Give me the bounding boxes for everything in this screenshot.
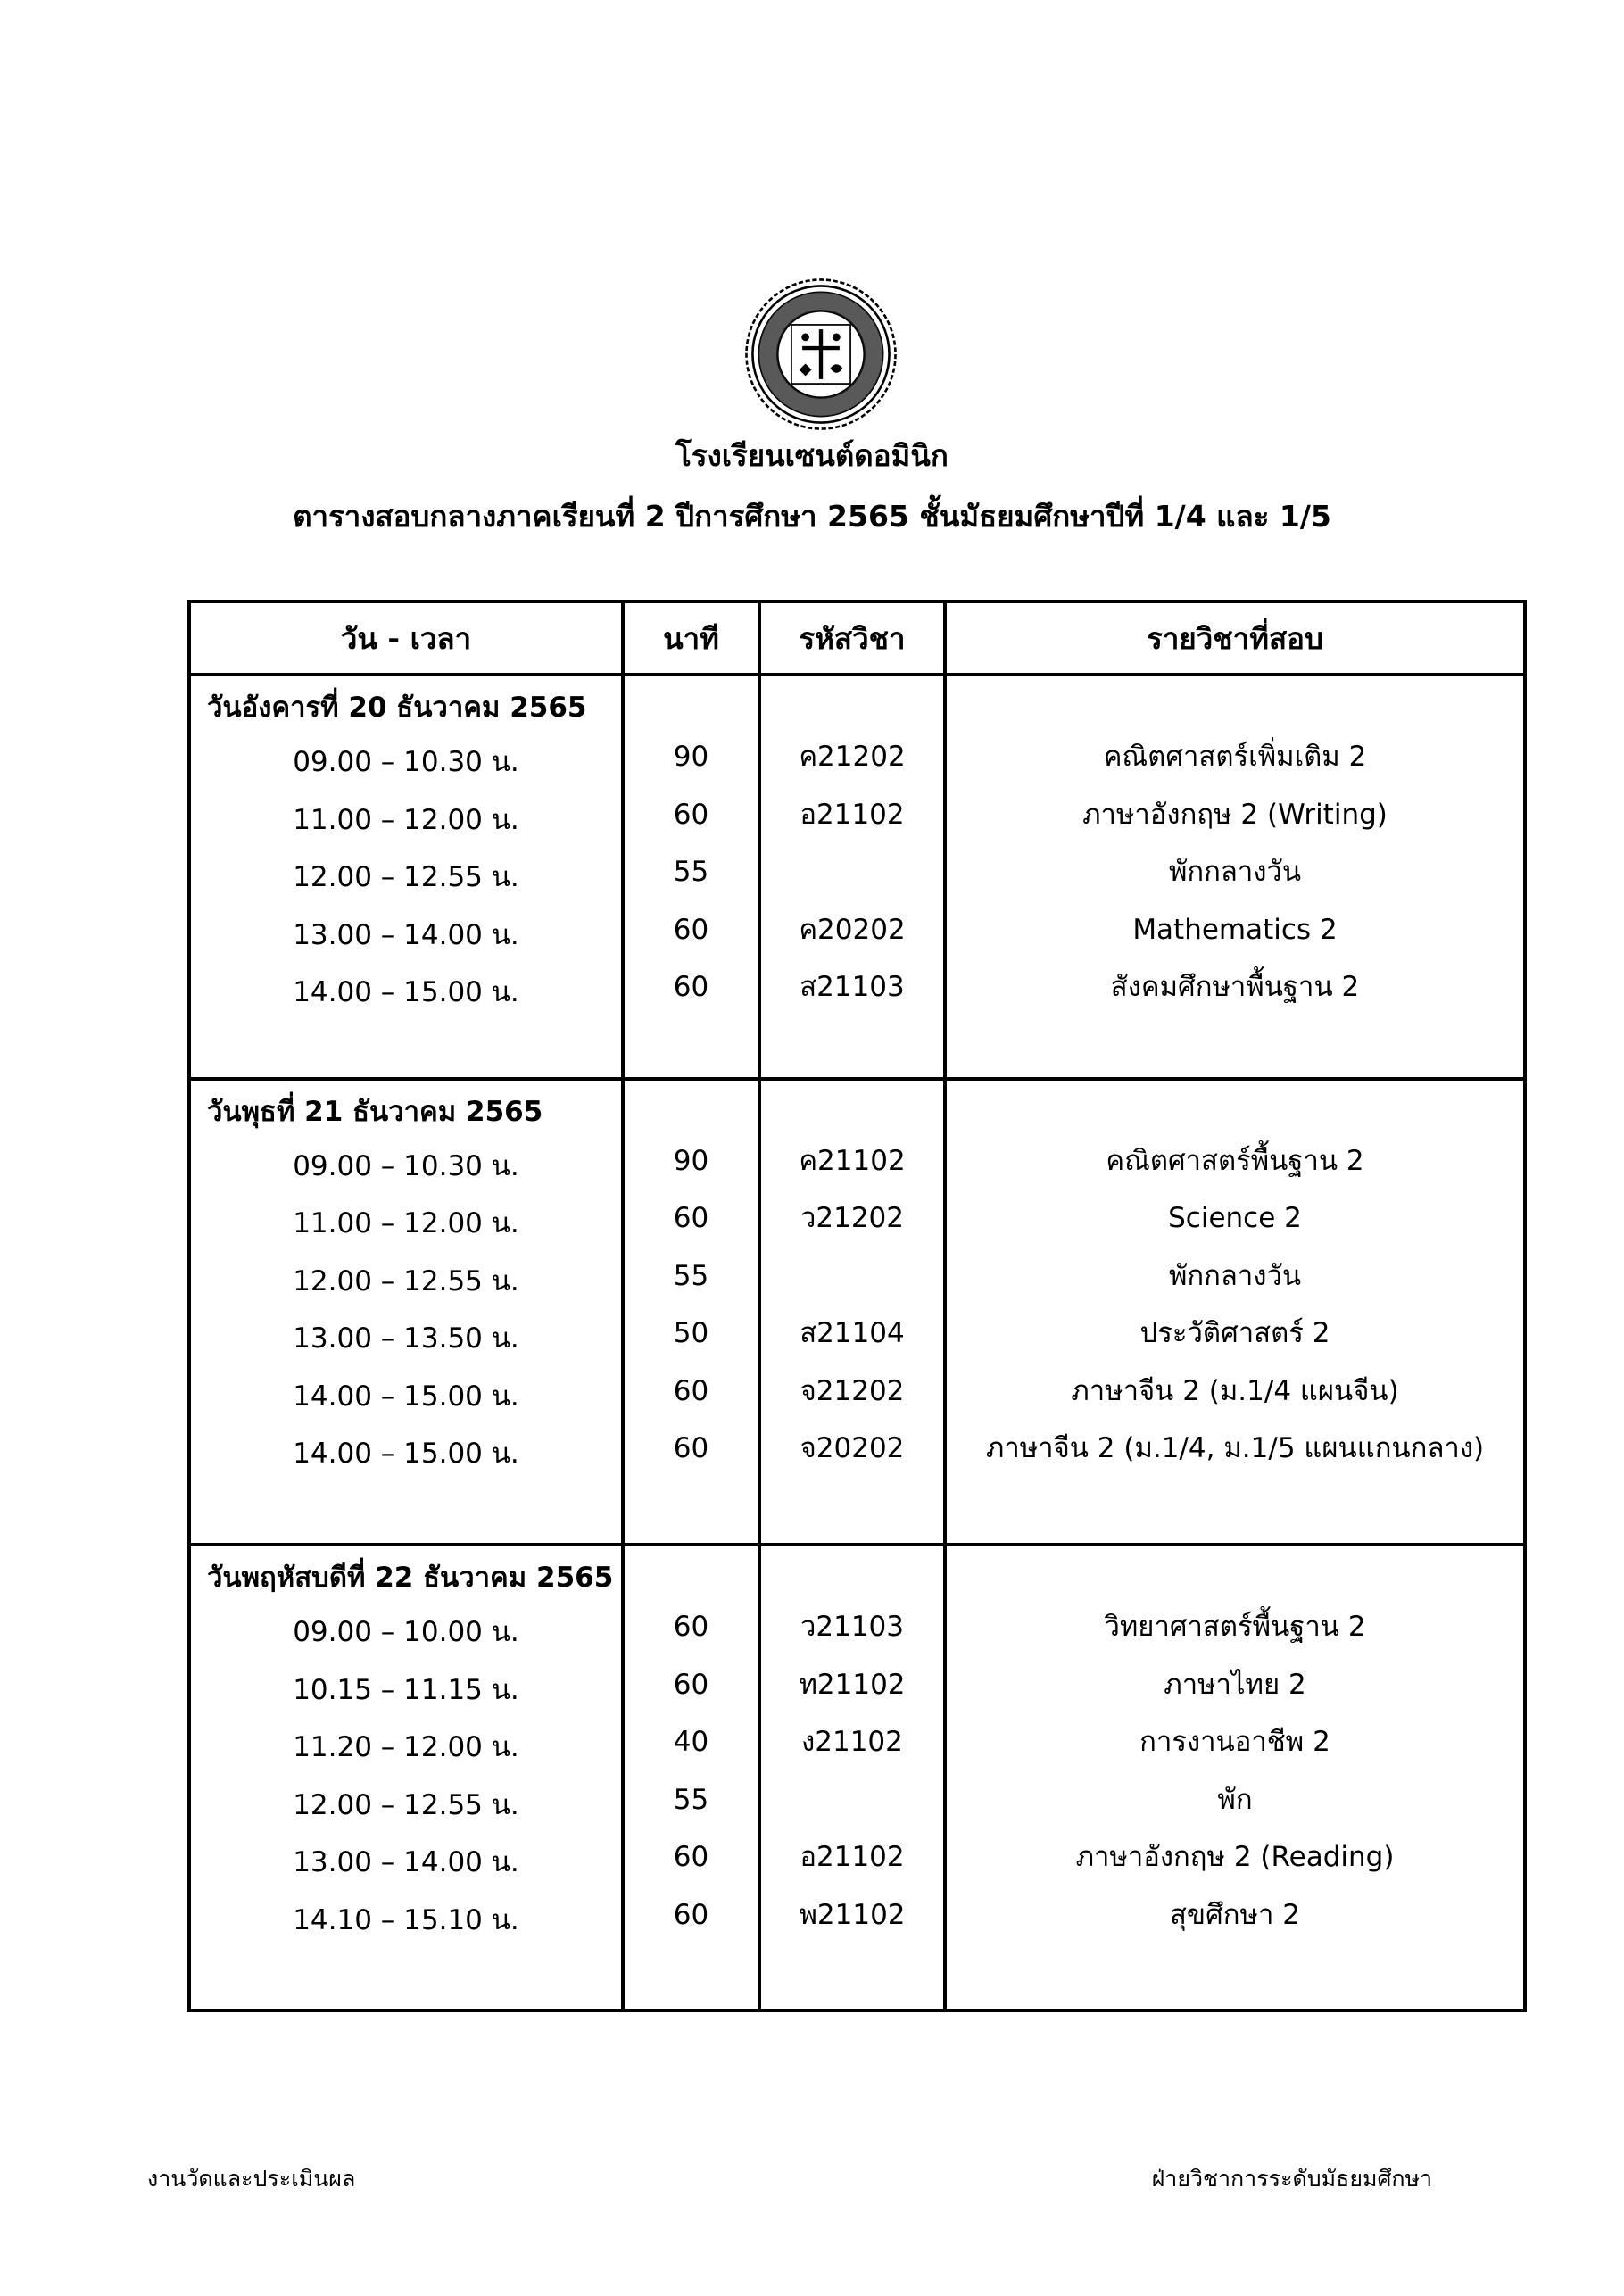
time-cell: 12.00 – 12.55 น. — [293, 1788, 519, 1821]
subject-cell: ภาษาอังกฤษ 2 (Reading) — [1075, 1841, 1395, 1874]
time-cell: 10.15 – 11.15 น. — [293, 1673, 519, 1706]
minutes-cell: 60 — [673, 1841, 709, 1874]
time-cell: 13.00 – 13.50 น. — [293, 1322, 519, 1355]
day-title: วันพุธที่ 21 ธันวาคม 2565 — [207, 1095, 543, 1128]
day-block-3 — [189, 1545, 1525, 2010]
time-column — [189, 1079, 623, 1546]
code-cell: อ21102 — [800, 1841, 905, 1874]
subject-cell: วิทยาศาสตร์พื้นฐาน 2 — [1104, 1611, 1366, 1644]
minutes-cell: 60 — [673, 1432, 709, 1465]
subject-cell: พักกลางวัน — [1168, 856, 1302, 888]
minutes-cell: 60 — [673, 1668, 709, 1701]
time-cell: 13.00 – 14.00 น. — [293, 1846, 519, 1879]
minutes-cell: 60 — [673, 1202, 709, 1235]
code-cell: ว21202 — [800, 1202, 905, 1235]
time-cell: 09.00 – 10.30 น. — [293, 1149, 519, 1182]
subject-column — [945, 1545, 1525, 2010]
code-cell: จ20202 — [800, 1432, 905, 1465]
minutes-cell: 55 — [673, 1259, 709, 1292]
subject-cell: ประวัติศาสตร์ 2 — [1139, 1317, 1330, 1350]
time-cell: 14.00 – 15.00 น. — [293, 976, 519, 1008]
time-column — [189, 675, 623, 1079]
minutes-column — [623, 1079, 759, 1546]
subject-cell: ภาษาอังกฤษ 2 (Writing) — [1082, 798, 1388, 831]
minutes-cell: 90 — [673, 741, 709, 773]
code-cell: ท21102 — [799, 1668, 906, 1701]
code-cell — [761, 1247, 943, 1305]
footer-department-right: ฝ่ายวิชาการระดับมัธยมศึกษา — [1151, 2166, 1432, 2192]
code-cell: อ21102 — [800, 798, 905, 831]
subject-cell: พัก — [1217, 1783, 1253, 1816]
subject-cell: คณิตศาสตร์เพิ่มเติม 2 — [1103, 741, 1367, 773]
code-cell — [761, 843, 943, 901]
subject-cell: ภาษาจีน 2 (ม.1/4 แผนจีน) — [1071, 1374, 1399, 1407]
time-cell: 11.00 – 12.00 น. — [293, 1207, 519, 1240]
subject-column — [945, 1079, 1525, 1546]
time-cell: 11.00 – 12.00 น. — [293, 803, 519, 836]
minutes-column — [623, 1545, 759, 2010]
subject-cell: Mathematics 2 — [1132, 913, 1338, 946]
day-title: วันอังคารที่ 20 ธันวาคม 2565 — [207, 692, 587, 724]
code-cell: ว21103 — [800, 1611, 905, 1644]
subject-cell: ภาษาไทย 2 — [1164, 1668, 1306, 1701]
day-title: วันพฤหัสบดีที่ 22 ธันวาคม 2565 — [207, 1562, 614, 1595]
code-cell: ค21202 — [799, 741, 906, 773]
minutes-cell: 55 — [673, 856, 709, 888]
header-minutes: นาที — [623, 601, 759, 675]
footer-department-left: งานวัดและประเมินผล — [147, 2166, 356, 2192]
code-column — [759, 675, 945, 1079]
minutes-cell: 60 — [673, 1611, 709, 1644]
code-cell: ค20202 — [799, 913, 906, 946]
minutes-cell: 90 — [673, 1144, 709, 1177]
minutes-cell: 55 — [673, 1783, 709, 1816]
time-cell: 12.00 – 12.55 น. — [293, 1264, 519, 1297]
minutes-cell: 60 — [673, 798, 709, 831]
code-cell: ง21102 — [801, 1726, 903, 1759]
day-block-2 — [189, 1079, 1525, 1546]
code-cell: พ21102 — [799, 1898, 906, 1931]
time-column — [189, 1545, 623, 2010]
subject-cell: พักกลางวัน — [1168, 1259, 1302, 1292]
code-cell: ค21102 — [799, 1144, 906, 1177]
subject-cell: ภาษาจีน 2 (ม.1/4, ม.1/5 แผนแกนกลาง) — [985, 1432, 1485, 1465]
code-cell: ส21104 — [800, 1317, 905, 1350]
code-cell: จ21202 — [800, 1374, 905, 1407]
subject-column — [945, 675, 1525, 1079]
table-header-row — [189, 601, 1525, 675]
minutes-cell: 60 — [673, 971, 709, 1003]
code-column — [759, 1545, 945, 2010]
header-time: วัน - เวลา — [189, 601, 623, 675]
time-cell: 13.00 – 14.00 น. — [293, 918, 519, 951]
day-block-1 — [189, 675, 1525, 1079]
minutes-cell: 60 — [673, 1374, 709, 1407]
school-name: โรงเรียนเซนต์ดอมินิก — [675, 438, 949, 473]
subject-cell: คณิตศาสตร์พื้นฐาน 2 — [1106, 1144, 1364, 1177]
time-cell: 12.00 – 12.55 น. — [293, 861, 519, 893]
code-cell: ส21103 — [800, 971, 905, 1003]
minutes-cell: 60 — [673, 913, 709, 946]
header-subject: รายวิชาที่สอบ — [945, 601, 1525, 675]
exam-schedule-table — [187, 600, 1527, 2012]
minutes-column — [623, 675, 759, 1079]
time-cell: 11.20 – 12.00 น. — [293, 1731, 519, 1764]
code-cell — [761, 1771, 943, 1829]
header-code: รหัสวิชา — [759, 601, 945, 675]
minutes-cell: 60 — [673, 1898, 709, 1931]
school-seal-logo — [743, 277, 899, 432]
subject-cell: สังคมศึกษาพื้นฐาน 2 — [1110, 971, 1360, 1003]
minutes-cell: 40 — [673, 1726, 709, 1759]
minutes-cell: 50 — [673, 1317, 709, 1350]
subject-cell: การงานอาชีพ 2 — [1139, 1726, 1330, 1759]
time-cell: 09.00 – 10.00 น. — [293, 1616, 519, 1649]
time-cell: 14.10 – 15.10 น. — [293, 1903, 519, 1936]
time-cell: 14.00 – 15.00 น. — [293, 1438, 519, 1471]
time-cell: 09.00 – 10.30 น. — [293, 746, 519, 778]
exam-schedule-title: ตารางสอบกลางภาคเรียนที่ 2 ปีการศึกษา 2565 ชั้นมัธยมศึกษาปีที่ 1/4 และ 1/5 — [293, 499, 1331, 534]
code-column — [759, 1079, 945, 1546]
subject-cell: Science 2 — [1168, 1202, 1302, 1235]
subject-cell: สุขศึกษา 2 — [1170, 1898, 1300, 1931]
time-cell: 14.00 – 15.00 น. — [293, 1380, 519, 1413]
